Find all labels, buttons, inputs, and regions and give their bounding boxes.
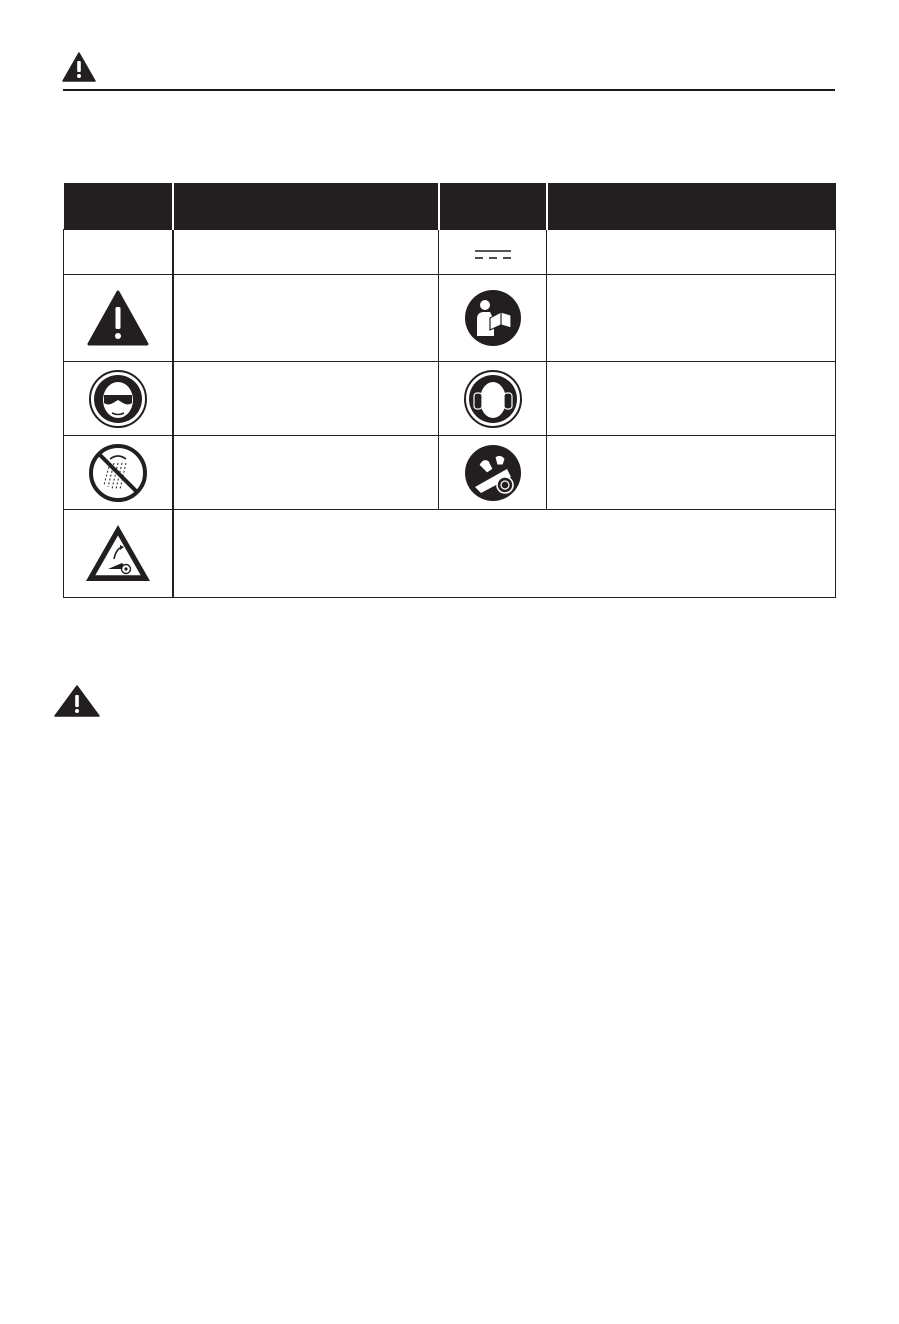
table-row xyxy=(64,362,836,436)
table-header-row xyxy=(64,183,836,230)
table-row xyxy=(64,510,836,598)
description-cell xyxy=(173,436,439,510)
direct-current-icon xyxy=(473,245,513,265)
symbol-cell xyxy=(64,510,173,598)
table-header-cell xyxy=(173,183,439,230)
symbol-cell xyxy=(439,362,547,436)
kickback-hazard-icon xyxy=(84,523,152,585)
symbol-cell xyxy=(64,230,173,275)
wear-eye-protection-icon xyxy=(88,369,148,429)
wear-ear-protection-icon xyxy=(463,369,523,429)
read-manual-icon xyxy=(463,288,523,348)
symbol-cell xyxy=(439,230,547,275)
description-cell xyxy=(173,275,439,362)
table-row xyxy=(64,436,836,510)
symbol-cell xyxy=(439,436,547,510)
safety-alert-triangle-icon xyxy=(86,289,150,347)
table-row xyxy=(64,275,836,362)
table-header-cell xyxy=(547,183,836,230)
warning-triangle-icon xyxy=(53,685,101,717)
symbols-table xyxy=(63,183,836,598)
table-row xyxy=(64,230,836,275)
description-cell xyxy=(173,510,836,598)
do-not-expose-to-rain-icon xyxy=(88,443,148,503)
symbol-cell xyxy=(439,275,547,362)
description-cell xyxy=(547,230,836,275)
description-cell xyxy=(173,230,439,275)
use-two-hands-icon xyxy=(463,443,523,503)
symbol-cell xyxy=(64,275,173,362)
warning-triangle-icon xyxy=(62,52,96,82)
table-header-cell xyxy=(64,183,173,230)
description-cell xyxy=(547,275,836,362)
header-rule xyxy=(63,89,835,91)
symbol-cell xyxy=(64,436,173,510)
description-cell xyxy=(173,362,439,436)
table-header-cell xyxy=(439,183,547,230)
description-cell xyxy=(547,436,836,510)
description-cell xyxy=(547,362,836,436)
symbol-cell xyxy=(64,362,173,436)
